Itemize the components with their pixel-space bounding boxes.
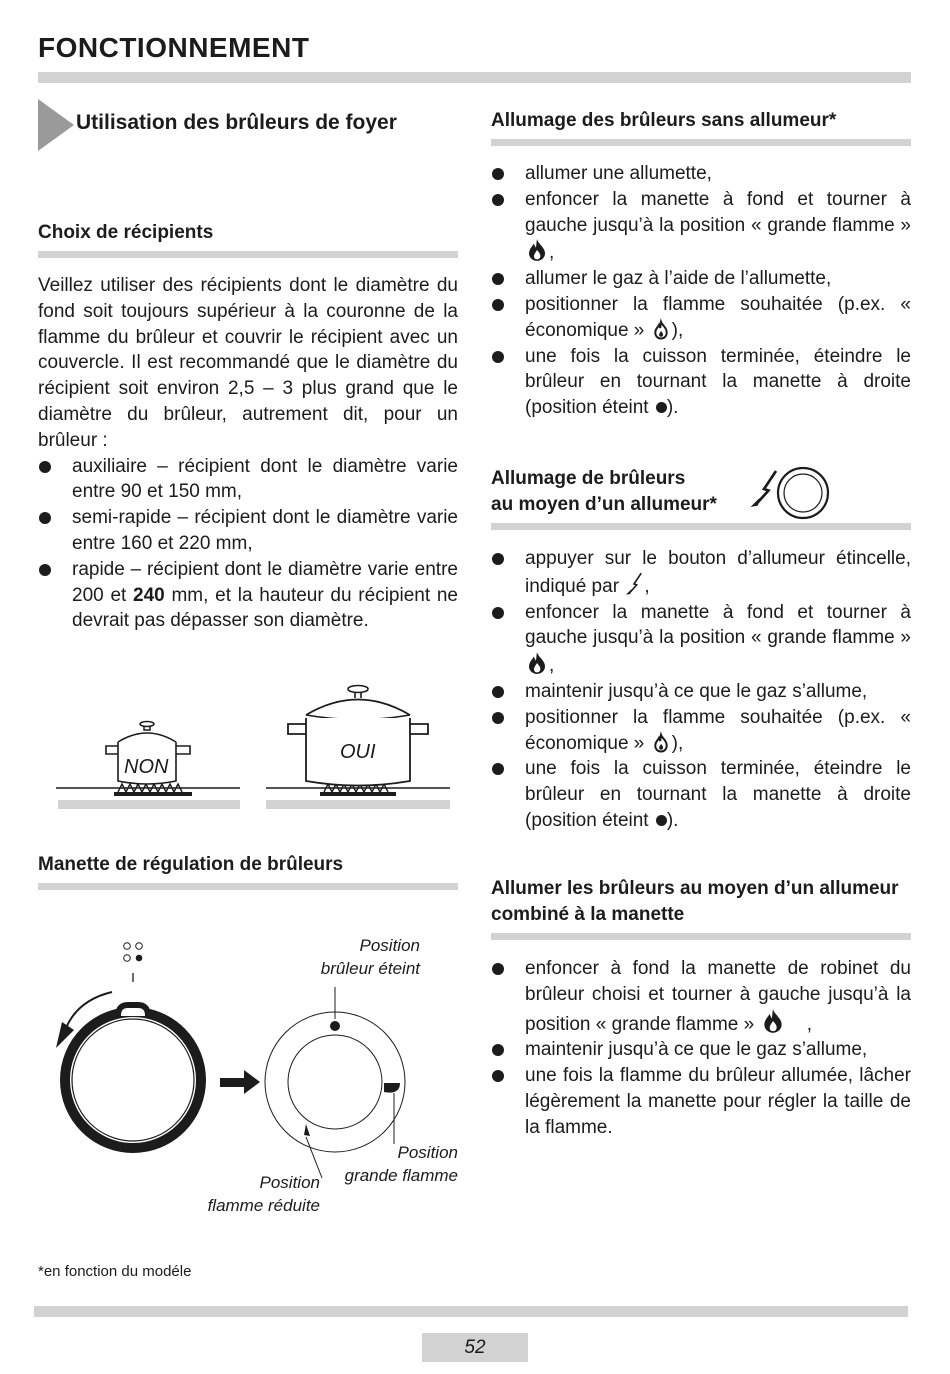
label-position-small: Position flamme réduite <box>207 1173 320 1215</box>
section-title: Utilisation des brûleurs de foyer <box>76 111 397 134</box>
non-label: NON <box>124 756 169 778</box>
list-item: allumer une allumette, <box>491 161 911 187</box>
knob-icon <box>65 1005 201 1148</box>
footnote: *en fonction du modéle <box>38 1263 192 1280</box>
choix-heading: Choix de récipients <box>38 222 214 243</box>
list-item: allumer le gaz à l’aide de l’allumette, <box>491 266 911 292</box>
sans-heading: Allumage des brûleurs sans allumeur* <box>491 110 837 131</box>
sans-list <box>491 161 911 421</box>
off-dot-icon <box>656 815 667 826</box>
avec-rule <box>491 523 911 530</box>
sans-rule <box>491 139 911 146</box>
list-item: une fois la cuisson terminée, éteindre le brûleur en tournant la manette à droite (position éteint ). <box>491 344 911 421</box>
page-number: 52 <box>422 1333 528 1362</box>
list-item: maintenir jusqu’à ce que le gaz s’allume, <box>491 679 911 705</box>
burner-icon-small <box>114 784 192 796</box>
igniter-icon <box>745 462 835 524</box>
section-arrow-icon <box>38 99 74 151</box>
list-item: appuyer sur le bouton d’allumeur étincelle, indiqué par , <box>491 546 911 600</box>
flame-big-icon <box>526 651 548 675</box>
combine-heading: Allumer les brûleurs au moyen d’un allumeur combiné à la manette <box>491 878 899 925</box>
page-title: FONCTIONNEMENT <box>38 32 310 63</box>
list-item: enfoncer la manette à fond et tourner à gauche jusqu’à la position « grande flamme » , <box>491 600 911 679</box>
off-dot-icon <box>656 402 667 413</box>
manette-heading: Manette de régulation de brûleurs <box>38 854 344 875</box>
manette-rule <box>38 883 458 890</box>
header-rule <box>38 72 911 83</box>
flame-small-icon <box>651 318 671 340</box>
avec-list <box>491 546 911 834</box>
footer-rule <box>34 1306 908 1317</box>
list-item: auxiliaire – récipient dont le diamètre varie entre 90 et 150 mm, <box>38 454 458 506</box>
choix-body <box>38 273 458 634</box>
combine-list <box>491 956 911 1141</box>
combine-rule <box>491 933 911 940</box>
oui-label: OUI <box>340 741 376 763</box>
list-item: enfoncer à fond la manette de robinet du brûleur choisi et tourner à gauche jusqu’à la position « grande flamme » , <box>491 956 911 1037</box>
list-item: maintenir jusqu’à ce que le gaz s’allume, <box>491 1037 911 1063</box>
arrow-right-icon <box>220 1070 260 1094</box>
list-item: enfoncer la manette à fond et tourner à gauche jusqu’à la position « grande flamme » , <box>491 187 911 266</box>
dots-icon <box>124 943 143 982</box>
list-item: rapide – récipient dont le diamètre varie entre 200 et 240 mm, et la hauteur du récipient ne devrait pas dépasser son diamètre. <box>38 557 458 634</box>
flame-big-icon <box>760 1008 786 1034</box>
list-item: une fois la cuisson terminée, éteindre le brûleur en tournant la manette à droite (position éteint ). <box>491 756 911 833</box>
flame-big-icon <box>526 238 548 262</box>
choix-intro: Veillez utiliser des récipients dont le diamètre du fond soit toujours supérieur à la couronne de la flamme du brûleur et couvrir le récipient avec un couvercle. Il est recommandé que le diamètre du récipient soit environ 2,5 – 3 plus grand que le diamètre du brûleur, autrement dit, pour un brûleur : <box>38 275 458 451</box>
label-position-big: Position grande flamme <box>344 1143 458 1185</box>
list-item: semi-rapide – récipient dont le diamètre varie entre 160 et 220 mm, <box>38 505 458 557</box>
spark-icon <box>625 572 643 596</box>
list-item: positionner la flamme souhaitée (p.ex. « économique » ), <box>491 705 911 757</box>
pot-large-icon <box>288 686 428 786</box>
label-position-off: Position brûleur éteint <box>320 936 420 978</box>
flame-small-icon <box>651 731 671 753</box>
list-item: positionner la flamme souhaitée (p.ex. « économique » ), <box>491 292 911 344</box>
avec-heading: Allumage de brûleurs au moyen d’un allumeur* <box>491 468 717 515</box>
pots-illustration <box>52 680 462 820</box>
choix-rule <box>38 251 458 258</box>
list-item: une fois la flamme du brûleur allumée, lâcher légèrement la manette pour régler la taille de la flamme. <box>491 1063 911 1140</box>
